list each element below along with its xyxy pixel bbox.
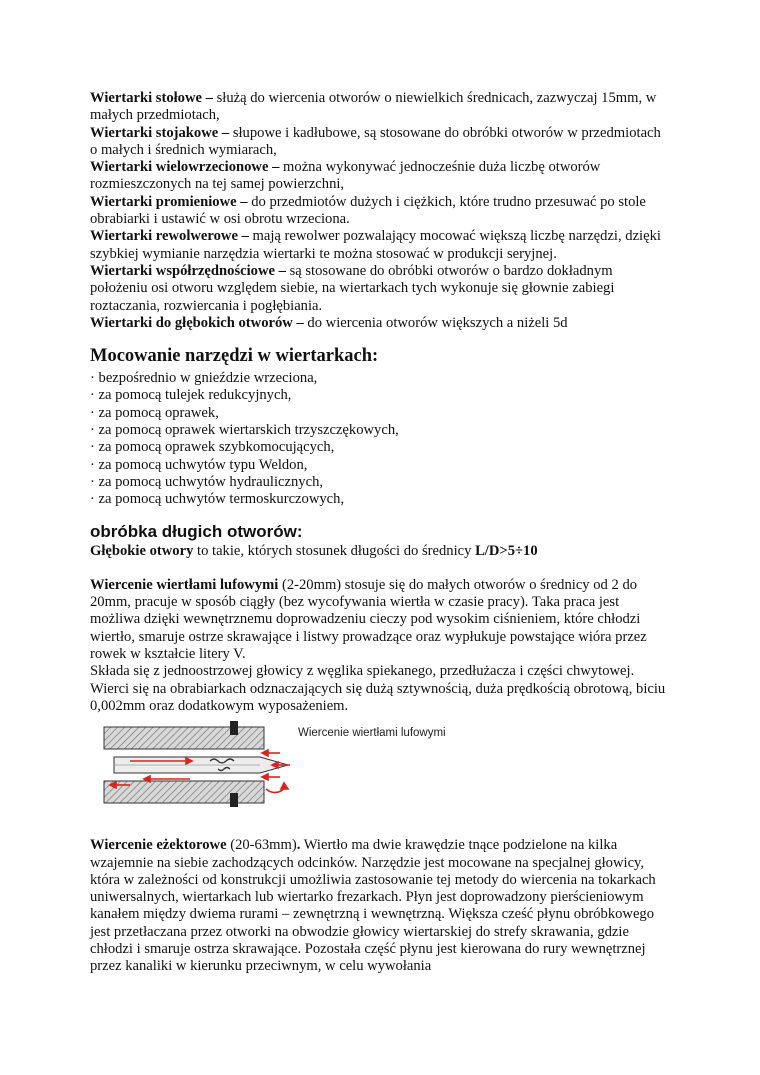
drill-type-desc: można wykonywać jednocześnie duża liczbę otworów rozmieszczonych na tej samej powierzchni, xyxy=(90,159,601,193)
list-item: · bezpośrednio w gnieździe wrzeciona, xyxy=(90,370,670,387)
deep-holes-definition xyxy=(90,543,670,560)
drill-type-term: Wiertarki promieniowe – xyxy=(90,193,248,210)
gun-drilling-paragraph-3: Wierci się na obrabiarkach odznaczających się dużą sztywnością, duża prędkością obrotową, biciu 0,002mm oraz dodatkowym wyposażeniem. xyxy=(90,680,666,714)
drill-type-entry xyxy=(90,125,670,160)
drill-type-desc: są stosowane do obróbki otworów o bardzo dokładnym położeniu osi otworu względem siebie, na wiertarkach tych wykonuje się głownie zabiegi roztaczania, rozwiercania i pogłębiania. xyxy=(90,262,615,314)
mounting-heading: Mocowanie narzędzi w wiertarkach: xyxy=(90,346,379,367)
ejector-dot: . xyxy=(296,837,301,854)
drill-types-list xyxy=(90,90,670,332)
list-item: · za pomocą uchwytów typu Weldon, xyxy=(90,457,670,474)
drill-type-desc: do wiercenia otworów większych a niżeli 5d xyxy=(303,314,568,331)
workpiece-upper xyxy=(104,727,264,749)
deep-holes-ratio: L/D>5÷10 xyxy=(475,542,538,559)
drill-type-entry xyxy=(90,228,670,263)
drill-type-desc: słupowe i kadłubowe, są stosowane do obróbki otworów w przedmiotach o małych i średnich wymiarach, xyxy=(90,124,661,158)
drill-type-term: Wiertarki stołowe – xyxy=(90,90,213,106)
gun-drilling-paragraph xyxy=(90,577,670,663)
gun-drilling-term: Wiercenie wiertłami lufowymi xyxy=(90,576,279,593)
drill-type-desc: służą do wiercenia otworów o niewielkich średnicach, zazwyczaj 15mm, w małych przedmiotach, xyxy=(90,90,657,124)
list-item: · za pomocą oprawek szybkomocujących, xyxy=(90,439,670,456)
deep-holes-text: to takie, których stosunek długości do średnicy xyxy=(193,542,476,559)
drill-type-term: Wiertarki stojakowe – xyxy=(90,124,230,141)
drill-type-desc: do przedmiotów dużych i ciężkich, które trudno przesuwać po stole obrabiarki i ustawić w osi obrotu wrzeciona. xyxy=(90,193,646,228)
gun-drill-figure xyxy=(90,719,670,817)
deep-holes-term: Głębokie otwory xyxy=(90,542,194,559)
drill-type-entry xyxy=(90,263,670,315)
list-item: · za pomocą oprawek wiertarskich trzyszczękowych, xyxy=(90,422,670,439)
drill-type-entry xyxy=(90,90,670,125)
drill-type-term: Wiertarki wielowrzecionowe – xyxy=(90,159,280,176)
drill-type-entry xyxy=(90,159,670,194)
drill-type-entry xyxy=(90,315,670,332)
list-item: · za pomocą tulejek redukcyjnych, xyxy=(90,387,670,404)
list-item: · za pomocą uchwytów termoskurczowych, xyxy=(90,491,670,508)
gun-drill-diagram xyxy=(90,719,300,817)
mounting-list xyxy=(90,370,670,508)
ejector-drilling-term: Wiercenie eżektorowe xyxy=(90,837,227,854)
list-item: · za pomocą oprawek, xyxy=(90,405,670,422)
drill-type-term: Wiertarki rewolwerowe – xyxy=(90,228,249,245)
figure-caption: Wiercenie wiertłami lufowymi xyxy=(298,727,446,740)
guide-bushing-bottom xyxy=(230,793,238,807)
ejector-drilling-paragraph xyxy=(90,837,670,975)
drill-type-term: Wiertarki do głębokich otworów – xyxy=(90,314,304,331)
ejector-text: Wiertło ma dwie krawędzie tnące podzielone na kilka wzajemnie na siebie zachodzących odcinków. Narzędzie jest mocowane na specjalnej głowicy, która w zależności od konstrukcji umożliwia zastosowanie tej metody do wiercenia na tokarkach uniwersalnych, wiertarkach lub wiertarko frezarkach. Płyn jest doprowadzony pierścieniowym kanałem między dwiema rurami – zewnętrzną i wewnętrzną. Większa cześć płynu obróbkowego jest przetłaczana przez otworki na obwodzie głowicy wiertarskiej do strefy skrawania, gdzie chłodzi i smaruje ostrza skrawające. Pozostała część płynu jest kierowana do rury wewnętrznej przez kanaliki w kierunku przeciwnym, w celu wywołania xyxy=(90,837,656,975)
list-item: · za pomocą uchwytów hydraulicznych, xyxy=(90,474,670,491)
drill-type-desc: mają rewolwer pozwalający mocować większą liczbę narzędzi, dzięki szybkiej wymianie narzędzia wiertarki te można stosować w produkcji seryjnej. xyxy=(90,228,661,262)
document-page xyxy=(90,90,670,976)
drill-type-term: Wiertarki współrzędnościowe – xyxy=(90,262,286,279)
ejector-range: (20-63mm) xyxy=(226,837,297,854)
guide-bushing-top xyxy=(230,721,238,735)
drill-type-entry xyxy=(90,194,670,229)
gun-drilling-paragraph-2: Składa się z jednoostrzowej głowicy z węglika spiekanego, przedłużacza i części chwytowej. xyxy=(90,663,635,680)
long-holes-heading: obróbka długich otworów: xyxy=(90,521,303,541)
gun-drilling-text: (2-20mm) stosuje się do małych otworów o średnicy od 2 do 20mm, pracuje w sposób ciągły (bez wycofywania wiertła w czasie pracy). Taka praca jest możliwa dzięki wewnętrznemu doprowadzeniu cieczy pod wysokim ciśnieniem, które chłodzi wiertło, smaruje ostrze skrawające i listwy prowadzące oraz wypłukuje powstające wióra przez rowek w kształcie litery V. xyxy=(90,576,647,663)
